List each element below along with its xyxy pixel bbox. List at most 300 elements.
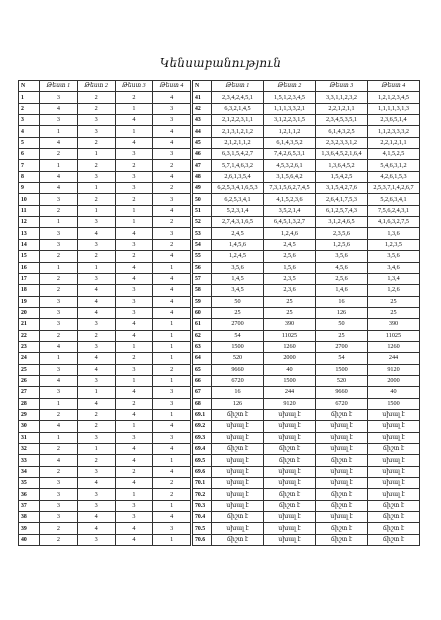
page-title: Կենսաբանություն	[159, 56, 282, 70]
answer-cell: 2	[153, 364, 191, 375]
answer-cell: 25	[212, 307, 264, 318]
answer-cell: սխալ է	[368, 432, 420, 443]
answer-cell: սխալ է	[212, 432, 264, 443]
question-number: 36	[19, 489, 40, 500]
question-number: 39	[19, 523, 40, 534]
answer-cell: 1	[40, 126, 78, 137]
column-header: Թեստ 3	[316, 81, 368, 92]
table-row	[193, 273, 420, 284]
question-number: 3	[19, 115, 40, 126]
answer-cell: 4	[153, 466, 191, 477]
answer-cell: 4,1,5,2,3,6	[264, 194, 316, 205]
answer-cell: 3	[40, 364, 78, 375]
answer-cell: 7,5,6,2,4,3,1	[368, 205, 420, 216]
answer-cell: 2,3,2,3,3,1,2	[316, 137, 368, 148]
answer-cell: ճիշտ է	[368, 523, 420, 534]
table-row	[19, 523, 191, 534]
table-row	[193, 160, 420, 171]
answer-cell: 3	[77, 500, 115, 511]
answer-cell: սխալ է	[212, 455, 264, 466]
answer-cell: 3	[115, 183, 153, 194]
table-row	[19, 115, 191, 126]
table-row	[193, 444, 420, 455]
table-row	[19, 160, 191, 171]
answer-cell: ճիշտ է	[264, 500, 316, 511]
question-number: 11	[19, 205, 40, 216]
column-header: Թեստ 4	[368, 81, 420, 92]
answer-cell: 3	[153, 523, 191, 534]
answer-cell: 7,3,1,5,6,2,7,4,5	[264, 183, 316, 194]
answer-cell: ճիշտ է	[368, 534, 420, 545]
answer-cell: 3	[77, 466, 115, 477]
answer-cell: 3	[115, 512, 153, 523]
answer-cell: 3	[40, 500, 78, 511]
answer-cell: 1	[153, 375, 191, 386]
answer-cell: ճիշտ է	[212, 534, 264, 545]
question-number: 53	[193, 228, 212, 239]
answer-cell: 4	[115, 444, 153, 455]
answer-cell: 4	[115, 387, 153, 398]
table-row	[193, 205, 420, 216]
answers-table-left	[18, 80, 191, 546]
column-header: Թեստ 2	[77, 81, 115, 92]
table-row	[19, 421, 191, 432]
question-number: 70.3	[193, 500, 212, 511]
answer-cell: 3	[153, 103, 191, 114]
table-body-right	[193, 92, 420, 546]
table-row	[193, 375, 420, 386]
answer-cell: 1	[153, 341, 191, 352]
question-number: 61	[193, 319, 212, 330]
answer-cell: 1	[115, 103, 153, 114]
answer-cell: 2	[153, 160, 191, 171]
answer-cell: սխալ է	[316, 466, 368, 477]
answer-cell: 390	[368, 319, 420, 330]
answer-cell: 4	[153, 285, 191, 296]
answer-cell: 3	[77, 239, 115, 250]
answer-cell: 520	[316, 375, 368, 386]
table-row	[19, 262, 191, 273]
question-number: 19	[19, 296, 40, 307]
answer-cell: սխալ է	[264, 421, 316, 432]
answer-cell: 2	[40, 534, 78, 545]
answer-cell: 2	[153, 478, 191, 489]
table-row	[193, 421, 420, 432]
answer-cell: 3	[77, 319, 115, 330]
table-row	[193, 115, 420, 126]
answer-cell: 3	[115, 432, 153, 443]
table-row	[193, 228, 420, 239]
answer-cell: 54	[316, 353, 368, 364]
answer-cell: ճիշտ է	[316, 455, 368, 466]
answer-cell: 2,2,1,2,1,1	[316, 103, 368, 114]
question-number: 52	[193, 217, 212, 228]
question-number: 24	[19, 353, 40, 364]
question-number: 5	[19, 137, 40, 148]
answer-cell: 3	[77, 115, 115, 126]
table-row	[193, 353, 420, 364]
table-row	[19, 239, 191, 250]
answer-cell: 2,4,5	[212, 228, 264, 239]
answer-cell: 11025	[264, 330, 316, 341]
answer-cell: 2,3,4,5,3,5,1	[316, 115, 368, 126]
answer-cell: 4	[115, 478, 153, 489]
answer-cell: 1	[77, 444, 115, 455]
answer-cell: 6,1,2,5,7,4,3	[316, 205, 368, 216]
answer-cell: 2	[77, 92, 115, 103]
answer-cell: 2000	[264, 353, 316, 364]
answer-cell: 2,3,5,6	[316, 228, 368, 239]
answer-cell: 2	[77, 455, 115, 466]
question-number: 25	[19, 364, 40, 375]
table-header-row	[193, 81, 420, 92]
answer-cell: 4	[115, 262, 153, 273]
table-row	[19, 296, 191, 307]
answer-cell: 4	[115, 319, 153, 330]
answer-cell: 2,6,1,3,5,4	[212, 171, 264, 182]
answer-cell: 4	[40, 455, 78, 466]
question-number: 67	[193, 387, 212, 398]
answer-cell: 1,2,3,5	[368, 239, 420, 250]
answer-cell: 2	[40, 330, 78, 341]
question-number: 1	[19, 92, 40, 103]
question-number: 14	[19, 239, 40, 250]
table-row	[193, 432, 420, 443]
answer-cell: 3	[153, 387, 191, 398]
answer-cell: 6,1,4,3,5,2	[264, 137, 316, 148]
answer-cell: 2,3,4,2,4,5,1	[212, 92, 264, 103]
answer-cell: 1	[115, 126, 153, 137]
question-number: 44	[193, 126, 212, 137]
answer-cell: 3	[40, 228, 78, 239]
answer-cell: 3,5,6	[212, 262, 264, 273]
answer-cell: 4	[40, 341, 78, 352]
answer-cell: 3	[40, 319, 78, 330]
answer-cell: 25	[316, 330, 368, 341]
answer-cell: 6,2,5,3,4,1,6,5,3	[212, 183, 264, 194]
answer-cell: 3	[40, 115, 78, 126]
table-row	[193, 149, 420, 160]
table-row	[19, 432, 191, 443]
question-number: 17	[19, 273, 40, 284]
question-number: 70.6	[193, 534, 212, 545]
answer-cell: 244	[264, 387, 316, 398]
answer-cell: 3,1,5,4,2,7,6	[316, 183, 368, 194]
answer-cell: 1	[40, 432, 78, 443]
answer-cell: ճիշտ է	[368, 444, 420, 455]
question-number: 16	[19, 262, 40, 273]
table-row	[19, 251, 191, 262]
table-row	[19, 149, 191, 160]
question-number: 28	[19, 398, 40, 409]
answer-cell: 1,1,1,3,3,2,1	[264, 103, 316, 114]
column-header: Թեստ 3	[115, 81, 153, 92]
answer-cell: 2	[115, 466, 153, 477]
column-header: Թեստ 1	[40, 81, 78, 92]
answer-cell: 3,4,5	[212, 285, 264, 296]
table-row	[19, 285, 191, 296]
table-row	[19, 307, 191, 318]
answer-cell: սխալ է	[316, 432, 368, 443]
answer-cell: ճիշտ է	[368, 500, 420, 511]
answer-cell: 2	[115, 160, 153, 171]
answer-cell: 126	[212, 398, 264, 409]
answer-cell: սխալ է	[264, 432, 316, 443]
question-number: 35	[19, 478, 40, 489]
answer-cell: 1,2,5,6	[316, 239, 368, 250]
answer-cell: 3	[77, 341, 115, 352]
question-number: 70.5	[193, 523, 212, 534]
question-number: 69.5	[193, 455, 212, 466]
answer-cell: 4	[77, 398, 115, 409]
answer-cell: 2,1,2,1,1,2	[212, 137, 264, 148]
answer-cell: ճիշտ է	[212, 512, 264, 523]
answer-cell: 4	[77, 523, 115, 534]
answer-cell: 1	[40, 353, 78, 364]
answer-cell: 1,3,6,4,5,2	[316, 160, 368, 171]
question-number: 32	[19, 444, 40, 455]
answer-cell: 1	[153, 353, 191, 364]
answer-cell: 1	[115, 217, 153, 228]
table-row	[19, 217, 191, 228]
table-row	[19, 330, 191, 341]
answer-cell: 1,2,1,1,2	[264, 126, 316, 137]
answer-cell: 9660	[212, 364, 264, 375]
answer-cell: 6,3,2,1,4,5	[212, 103, 264, 114]
table-row	[193, 409, 420, 420]
answer-cell: 3	[153, 194, 191, 205]
answer-cell: 2,3,6,5,1,4	[368, 115, 420, 126]
table-row	[19, 341, 191, 352]
answer-cell: սխալ է	[264, 534, 316, 545]
answer-cell: սխալ է	[368, 466, 420, 477]
table-row	[19, 489, 191, 500]
answer-cell: սխալ է	[212, 500, 264, 511]
table-row	[193, 239, 420, 250]
question-number: 4	[19, 126, 40, 137]
question-number: 70.2	[193, 489, 212, 500]
answer-cell: 2	[77, 421, 115, 432]
column-header: N	[19, 81, 40, 92]
answer-cell: 2	[115, 251, 153, 262]
answer-cell: 3	[77, 273, 115, 284]
table-row	[19, 375, 191, 386]
answer-cell: 1,5,6	[264, 262, 316, 273]
answer-cell: 2	[153, 489, 191, 500]
question-number: 70.1	[193, 478, 212, 489]
answer-cell: 1,3,6	[368, 228, 420, 239]
answer-cell: 1	[77, 387, 115, 398]
answer-cell: 3	[115, 285, 153, 296]
question-number: 18	[19, 285, 40, 296]
table-row	[19, 171, 191, 182]
table-row	[19, 194, 191, 205]
answer-cell: 3	[115, 171, 153, 182]
answer-cell: 1	[153, 455, 191, 466]
answer-cell: 2	[40, 409, 78, 420]
table-row	[193, 194, 420, 205]
answer-cell: 2	[40, 251, 78, 262]
answer-cell: 1	[40, 217, 78, 228]
table-row	[19, 409, 191, 420]
answer-cell: ճիշտ է	[264, 455, 316, 466]
table-row	[19, 319, 191, 330]
question-number: 15	[19, 251, 40, 262]
answer-cell: 1	[77, 149, 115, 160]
answer-cell: 4	[77, 512, 115, 523]
question-number: 56	[193, 262, 212, 273]
table-row	[193, 523, 420, 534]
question-number: 9	[19, 183, 40, 194]
answer-cell: 2	[115, 398, 153, 409]
answer-cell: 2,5,6	[316, 273, 368, 284]
answer-cell: 50	[316, 319, 368, 330]
answer-cell: 3,5,6	[368, 251, 420, 262]
answer-cell: 6,2,5,3,4,1	[212, 194, 264, 205]
table-row	[19, 353, 191, 364]
answer-cell: 3	[153, 115, 191, 126]
answer-cell: 2,6,4,1,7,5,3	[316, 194, 368, 205]
table-header-row	[19, 81, 191, 92]
answer-cell: 126	[316, 307, 368, 318]
answer-cell: 4	[115, 115, 153, 126]
answer-cell: 3	[153, 432, 191, 443]
answer-cell: 2	[153, 239, 191, 250]
answer-cell: 4	[77, 296, 115, 307]
table-row	[19, 478, 191, 489]
answer-cell: 1	[153, 319, 191, 330]
answer-cell: 3	[40, 92, 78, 103]
answer-cell: 3	[40, 194, 78, 205]
answer-cell: ճիշտ է	[264, 489, 316, 500]
answer-cell: սխալ է	[264, 409, 316, 420]
answer-cell: 1,3,4	[368, 273, 420, 284]
table-row	[19, 228, 191, 239]
question-number: 13	[19, 228, 40, 239]
answer-cell: 3	[77, 217, 115, 228]
table-row	[193, 319, 420, 330]
answer-cell: 6720	[212, 375, 264, 386]
answer-cell: 4,5,3,2,6,1	[264, 160, 316, 171]
answer-cell: 1260	[368, 341, 420, 352]
answer-cell: 2	[77, 409, 115, 420]
table-row	[19, 273, 191, 284]
answer-cell: 3	[77, 489, 115, 500]
answer-cell: 3,1,2,2,3,1,5	[264, 115, 316, 126]
answer-cell: 4	[77, 478, 115, 489]
answer-cell: 2	[40, 285, 78, 296]
answer-cell: սխալ է	[316, 478, 368, 489]
answer-cell: 2	[77, 251, 115, 262]
table-row	[193, 478, 420, 489]
answer-cell: 4	[115, 273, 153, 284]
question-number: 65	[193, 364, 212, 375]
answer-cell: սխալ է	[212, 523, 264, 534]
answer-cell: 5,2,6,3,4,1	[368, 194, 420, 205]
answer-cell: 1	[77, 205, 115, 216]
answer-cell: 1,4,5,6	[212, 239, 264, 250]
question-number: 37	[19, 500, 40, 511]
answer-cell: սխալ է	[316, 421, 368, 432]
question-number: 60	[193, 307, 212, 318]
question-number: 22	[19, 330, 40, 341]
answer-cell: 1	[115, 341, 153, 352]
answer-cell: ճիշտ է	[316, 523, 368, 534]
table-row	[193, 512, 420, 523]
answer-cell: 6,4,5,1,3,2,7	[264, 217, 316, 228]
question-number: 31	[19, 432, 40, 443]
answer-cell: 3	[153, 398, 191, 409]
answer-cell: սխալ է	[212, 478, 264, 489]
answer-cell: 2	[40, 466, 78, 477]
answer-cell: 3	[40, 307, 78, 318]
answer-cell: 50	[212, 296, 264, 307]
answer-cell: 2,5,6	[264, 251, 316, 262]
table-row	[193, 534, 420, 545]
answer-cell: 1,1,2,3,3,3,2	[368, 126, 420, 137]
question-number: 69.6	[193, 466, 212, 477]
table-row	[19, 455, 191, 466]
answer-cell: 4,1,5,2,5	[368, 149, 420, 160]
answer-cell: 4	[153, 205, 191, 216]
answer-cell: 4	[153, 171, 191, 182]
table-row	[193, 92, 420, 103]
answer-cell: 2700	[316, 341, 368, 352]
answer-cell: 4	[153, 512, 191, 523]
table-row	[193, 262, 420, 273]
answer-cell: 2	[77, 160, 115, 171]
question-number: 66	[193, 375, 212, 386]
answer-cell: 2	[115, 92, 153, 103]
answer-cell: 2700	[212, 319, 264, 330]
question-number: 23	[19, 341, 40, 352]
table-row	[19, 126, 191, 137]
answer-cell: 2	[77, 330, 115, 341]
column-header: Թեստ 4	[153, 81, 191, 92]
answer-cell: 9120	[264, 398, 316, 409]
table-row	[19, 444, 191, 455]
table-body-left	[19, 92, 191, 546]
answer-cell: 1,3,6,4,5,2,1,6,4	[316, 149, 368, 160]
answer-cell: 4	[115, 228, 153, 239]
table-row	[19, 466, 191, 477]
answer-cell: 3	[115, 149, 153, 160]
column-header: Թեստ 1	[212, 81, 264, 92]
answer-cell: 25	[264, 307, 316, 318]
question-number: 62	[193, 330, 212, 341]
answer-cell: 11025	[368, 330, 420, 341]
answer-cell: 4	[115, 137, 153, 148]
answer-cell: 1,5,4,2,5	[316, 171, 368, 182]
table-row	[19, 183, 191, 194]
answer-cell: 3,5,2,1,4	[264, 205, 316, 216]
answer-cell: 9120	[368, 364, 420, 375]
answer-cell: 1,2,6	[368, 285, 420, 296]
question-number: 64	[193, 353, 212, 364]
answer-cell: 1,2,4,6	[264, 228, 316, 239]
answer-cell: 5,4,6,3,1,2	[368, 160, 420, 171]
question-number: 70.4	[193, 512, 212, 523]
answer-cell: 4	[77, 307, 115, 318]
column-header: Թեստ 2	[264, 81, 316, 92]
answer-cell: 4	[153, 126, 191, 137]
answer-cell: սխալ է	[264, 523, 316, 534]
answer-cell: 1	[153, 409, 191, 420]
answer-cell: 1	[115, 489, 153, 500]
answer-cell: ճիշտ է	[212, 444, 264, 455]
answer-cell: 4	[115, 409, 153, 420]
table-row	[193, 387, 420, 398]
